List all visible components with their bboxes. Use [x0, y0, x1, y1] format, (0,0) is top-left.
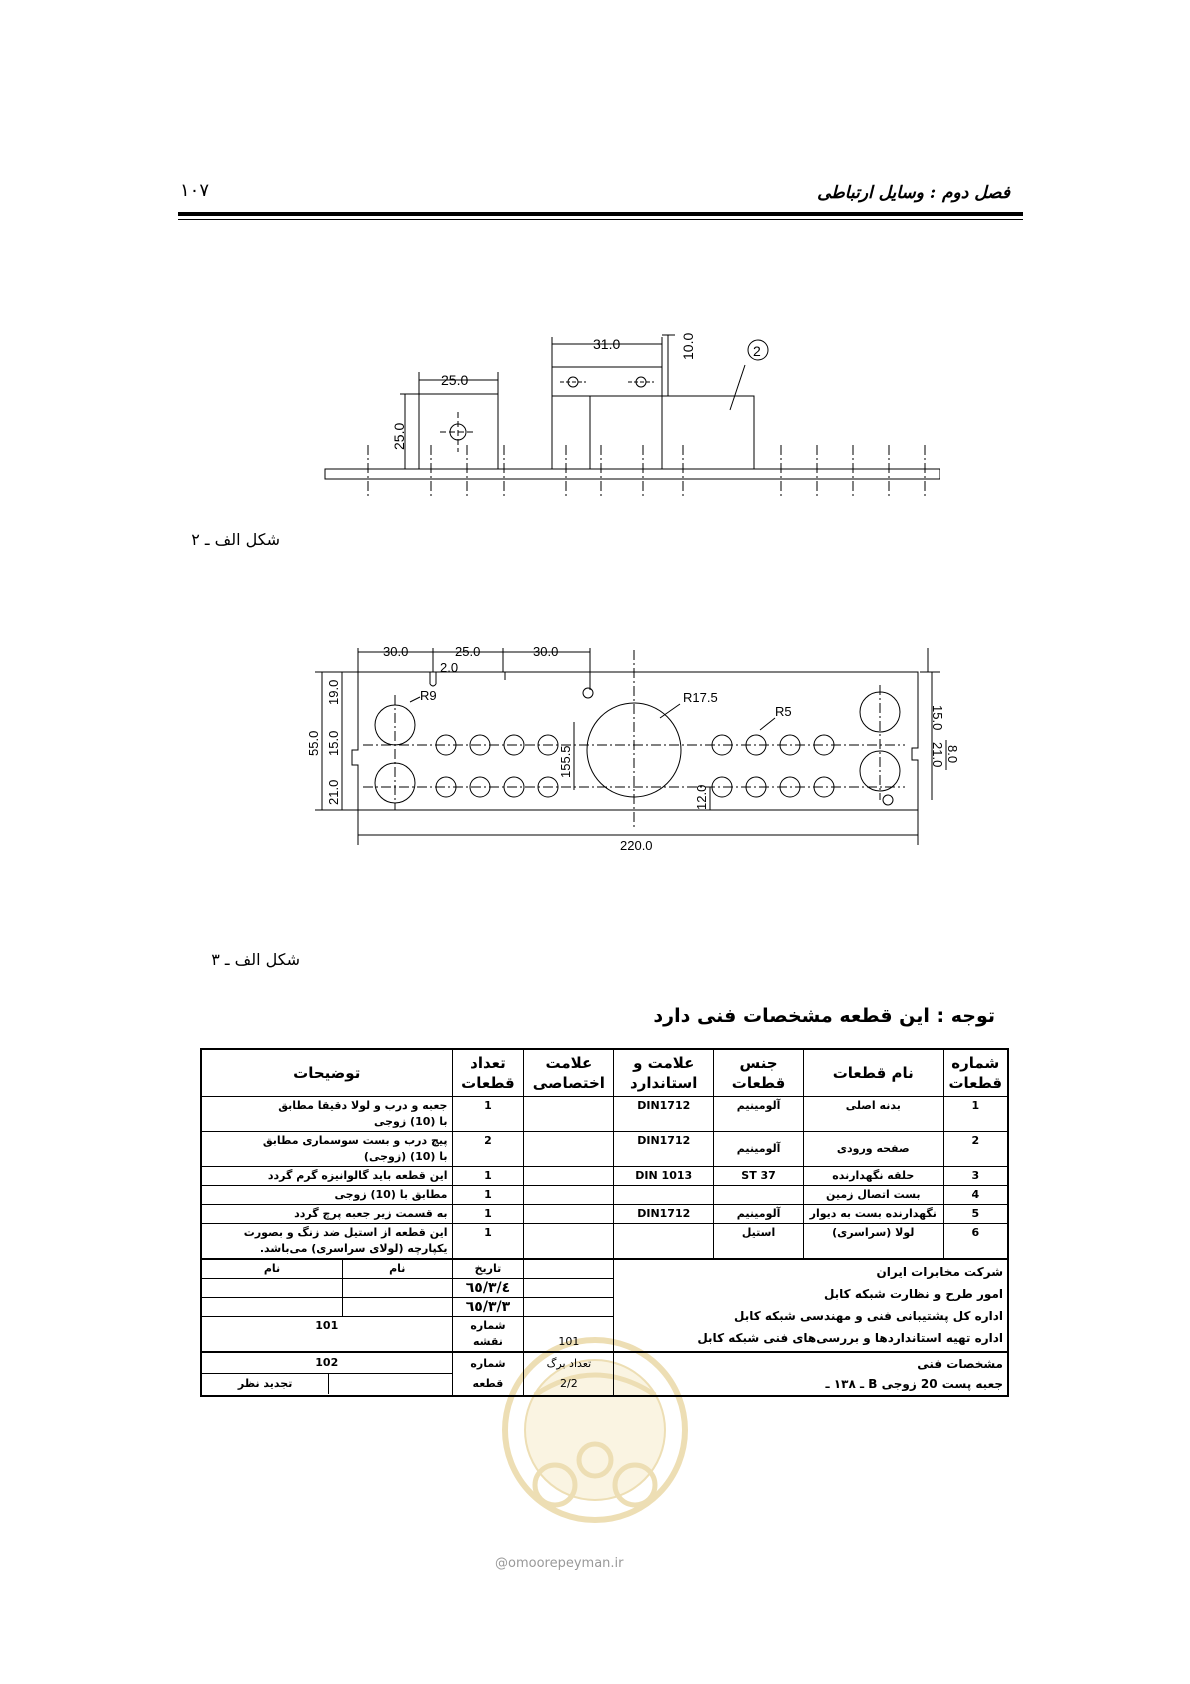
company-block	[614, 1259, 1008, 1352]
dim-w-left: 25.0	[441, 372, 469, 388]
cell-count: 1	[452, 1167, 524, 1186]
part-no-cell	[201, 1352, 452, 1396]
footer-url: @omoorepeyman.ir	[495, 1556, 624, 1571]
cell-standard: DIN 1013	[614, 1167, 714, 1186]
header-count: تعداد قطعات	[452, 1049, 524, 1097]
cell-material: آلومینیم	[714, 1097, 804, 1132]
cell-name: بدنه اصلی	[803, 1097, 943, 1132]
sheets-block	[524, 1352, 614, 1396]
cell-count: 1	[452, 1186, 524, 1205]
cell-count: 1	[452, 1097, 524, 1132]
cell-desc-line2: با (10) زوجی	[373, 1115, 448, 1128]
cell-desc-line1: پیچ درب و بست سوسماری مطابق	[262, 1134, 448, 1147]
footer-empty	[201, 1279, 342, 1298]
cell-num: 4	[943, 1186, 1008, 1205]
cell-desc-line2: با (10) (زوجی)	[363, 1150, 448, 1163]
header-rule-thick	[178, 212, 1023, 216]
dim-right-a: 15.0	[930, 705, 945, 731]
cell-mark	[524, 1205, 614, 1224]
cell-desc-line1: این قطعه از استیل ضد زنگ و بصورت	[243, 1226, 448, 1239]
cell-desc-line2: یکپارچه (لولای سراسری) می‌باشد.	[259, 1242, 448, 1255]
dim-top-3: 30.0	[533, 644, 559, 659]
header-num: شماره قطعات	[943, 1049, 1008, 1097]
spec-table	[200, 1048, 1009, 1397]
chapter-title: فصل دوم : وسایل ارتباطی	[817, 183, 1010, 203]
cell-num: 2	[943, 1132, 1008, 1167]
part-no-value: 102	[202, 1353, 452, 1374]
cell-mark	[524, 1097, 614, 1132]
date-label: تاریخ	[452, 1259, 524, 1279]
drawing-no-value: 101	[201, 1317, 452, 1353]
drawing-no: 101	[524, 1317, 614, 1353]
spec-label: مشخصات فنی	[917, 1357, 1003, 1371]
base-plate	[325, 469, 940, 479]
dim-left-a: 19.0	[326, 679, 341, 705]
company-line-3: اداره کل پشتیبانی فنی و مهندسی شبکه کابل	[733, 1309, 1003, 1323]
label-r9: R9	[420, 688, 437, 703]
dim-right-c: 8.0	[945, 745, 960, 764]
name-label-1: نام	[342, 1259, 452, 1279]
table-row	[201, 1097, 1008, 1132]
company-line-2: امور طرح و نظارت شبکه کابل	[823, 1287, 1003, 1301]
date-1: ٦٥/٣/٤	[452, 1279, 524, 1298]
cell-num: 3	[943, 1167, 1008, 1186]
cell-desc	[201, 1132, 452, 1167]
dim-mid-12: 12.0	[694, 784, 709, 810]
callout-number: 2	[753, 343, 761, 359]
cell-material: آلومینیم	[714, 1132, 804, 1167]
dim-right-b: 21.0	[930, 742, 945, 768]
figure-2-caption: شکل الف ـ ۳	[211, 950, 300, 969]
cell-count: 1	[452, 1224, 524, 1260]
cell-name: حلقه نگهدارنده	[803, 1167, 943, 1186]
cell-name: نگهدارنده بست به دیوار	[803, 1205, 943, 1224]
cell-mark	[524, 1224, 614, 1260]
dim-h-top: 10.0	[680, 332, 696, 360]
cell-name: صفحه ورودی	[803, 1132, 943, 1167]
note-title: توجه : این قطعه مشخصات فنی دارد	[653, 1005, 995, 1027]
table-row	[201, 1167, 1008, 1186]
cell-mark	[524, 1186, 614, 1205]
footer-empty	[342, 1279, 452, 1298]
sheets-label: تعداد برگ	[546, 1357, 592, 1370]
table-row	[201, 1132, 1008, 1167]
spec-block	[614, 1352, 1008, 1396]
footer-empty	[201, 1298, 342, 1317]
cell-material	[714, 1186, 804, 1205]
dim-top-1: 30.0	[383, 644, 409, 659]
company-line-1: شرکت مخابرات ایران	[876, 1265, 1003, 1279]
header-rule-thin	[178, 219, 1023, 220]
cell-num: 5	[943, 1205, 1008, 1224]
dim-left-total: 55.0	[306, 730, 321, 756]
dim-bottom: 220.0	[620, 838, 653, 853]
right-block	[662, 396, 754, 469]
cell-material: استیل	[714, 1224, 804, 1260]
header-material: جنس قطعات	[714, 1049, 804, 1097]
spec-value: جعبه پست 20 زوجی B ـ ۱۳۸ ـ	[825, 1377, 1003, 1391]
part-no-label: شماره قطعه	[452, 1352, 524, 1396]
footer-row	[201, 1352, 1008, 1396]
cell-count: 1	[452, 1205, 524, 1224]
cell-num: 6	[943, 1224, 1008, 1260]
dim-mid-v: 155.5	[558, 745, 573, 778]
header-mark: علامت اختصاصی	[524, 1049, 614, 1097]
footer-empty	[524, 1279, 614, 1298]
cell-desc-line1: جعبه و درب و لولا دقیقا مطابق	[278, 1099, 448, 1112]
footer-row	[201, 1259, 1008, 1279]
table-row	[201, 1186, 1008, 1205]
cell-material: آلومینیم	[714, 1205, 804, 1224]
cell-count: 2	[452, 1132, 524, 1167]
label-r175: R17.5	[683, 690, 718, 705]
revision-label: تجدید نظر	[202, 1374, 329, 1394]
cell-mark	[524, 1132, 614, 1167]
cell-name: بست اتصال زمین	[803, 1186, 943, 1205]
page-number: ۱۰۷	[180, 180, 210, 201]
revision-empty	[329, 1374, 451, 1394]
dim-w-top: 31.0	[593, 336, 621, 352]
cell-mark	[524, 1167, 614, 1186]
header-desc: توضیحات	[201, 1049, 452, 1097]
cell-standard: DIN1712	[614, 1205, 714, 1224]
label-r5: R5	[775, 704, 792, 719]
dim-left-c: 21.0	[326, 779, 341, 805]
table-header-row	[201, 1049, 1008, 1097]
cell-standard	[614, 1186, 714, 1205]
table-row	[201, 1224, 1008, 1260]
dim-left-b: 15.0	[326, 730, 341, 756]
cell-standard: DIN1712	[614, 1097, 714, 1132]
sheets-value: 2/2	[560, 1377, 578, 1390]
cell-desc: به قسمت زیر جعبه پرچ گردد	[201, 1205, 452, 1224]
drawing-no-label: شماره نقشه	[452, 1317, 524, 1353]
cell-standard	[614, 1224, 714, 1260]
footer-empty	[524, 1298, 614, 1317]
cell-name: لولا (سراسری)	[803, 1224, 943, 1260]
dim-top-2: 25.0	[455, 644, 481, 659]
footer-empty	[342, 1298, 452, 1317]
name-label-2: نام	[201, 1259, 342, 1279]
cell-desc: این قطعه باید گالوانیزه گرم گردد	[201, 1167, 452, 1186]
cell-desc	[201, 1097, 452, 1132]
table-row	[201, 1205, 1008, 1224]
date-2: ٦٥/٣/٣	[452, 1298, 524, 1317]
company-line-4: اداره تهیه استانداردها و بررسی‌های فنی شبکه کابل	[697, 1331, 1003, 1345]
figure-2-drawing	[300, 640, 960, 860]
cell-standard: DIN1712	[614, 1132, 714, 1167]
cell-desc: مطابق با (10) زوجی	[201, 1186, 452, 1205]
footer-empty	[524, 1259, 614, 1279]
header-name: نام قطعات	[803, 1049, 943, 1097]
figure-1-caption: شکل الف ـ ۲	[191, 530, 280, 549]
header-standard: علامت و استاندارد	[614, 1049, 714, 1097]
dim-slot: 2.0	[440, 660, 459, 675]
figure-1-drawing	[300, 325, 940, 500]
cell-material: ST 37	[714, 1167, 804, 1186]
cell-desc	[201, 1224, 452, 1260]
cell-num: 1	[943, 1097, 1008, 1132]
dim-h-left: 25.0	[391, 422, 407, 450]
